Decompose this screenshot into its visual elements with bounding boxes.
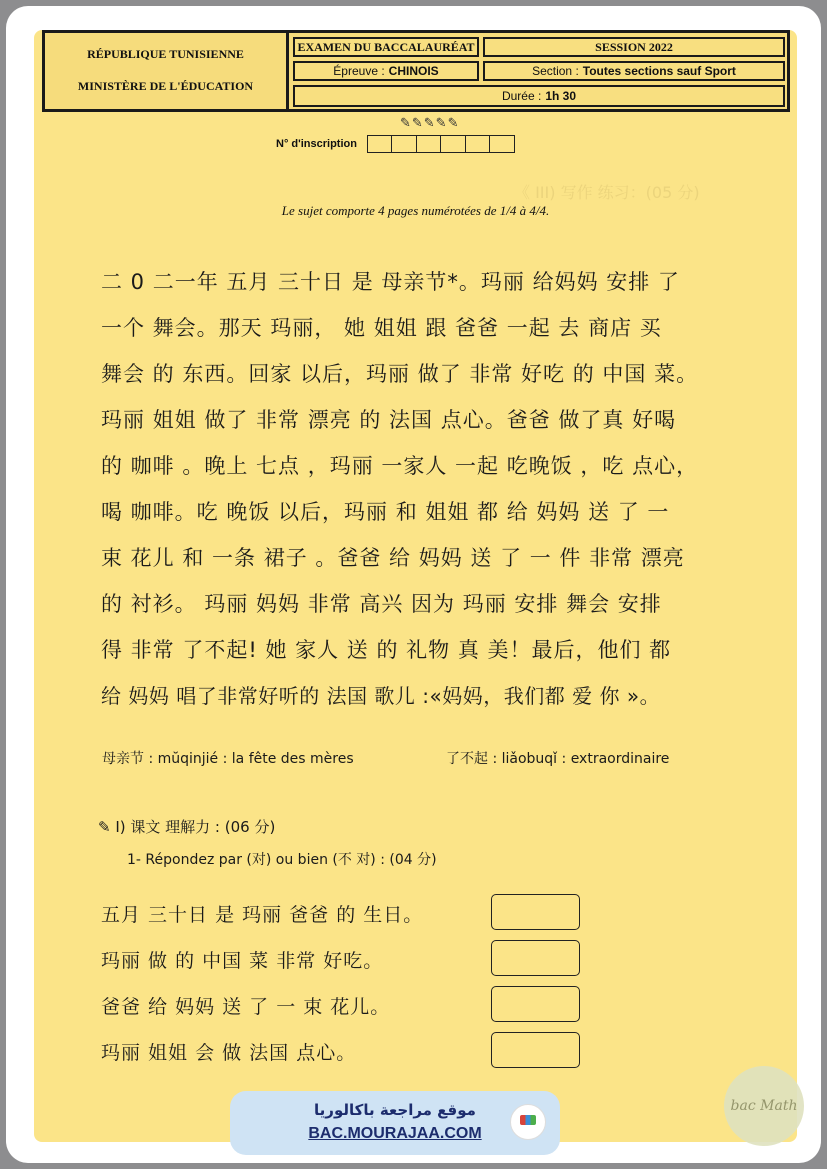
inscription-digit-box[interactable] (489, 135, 515, 153)
text-line: 得 非常 了不起! 她 家人 送 的 礼物 真 美！最后，他们 都 (101, 638, 672, 662)
text-line: 一个 舞会。那天 玛丽， 她 姐姐 跟 爸爸 一起 去 商店 买 (101, 316, 662, 340)
text-line: 舞会 的 东西。回家 以后，玛丽 做了 非常 好吃 的 中国 菜。 (101, 362, 699, 386)
inscription-digit-box[interactable] (416, 135, 442, 153)
duree-value: 1h 30 (545, 89, 577, 103)
question-instruction: 1- Répondez par (对) ou bien (不 对) : (04 分) (127, 852, 437, 868)
ministry-name: MINISTÈRE DE L'ÉDUCATION (77, 79, 254, 93)
exam-header (42, 30, 790, 112)
header-left-block (45, 33, 289, 109)
inscription-digit-box[interactable] (391, 135, 417, 153)
epreuve-label: Épreuve : (333, 64, 385, 78)
glossary-entry: 母亲节 : mŭqinjié : la fête des mères (102, 751, 354, 767)
duree-cell (293, 85, 785, 107)
text-line: 二 0 二一年 五月 三十日 是 母亲节*。玛丽 给妈妈 安排 了 (101, 270, 680, 294)
session-title: SESSION 2022 (483, 37, 785, 57)
question-statement: 五月 三十日 是 玛丽 爸爸 的 生日。 (101, 904, 424, 926)
question-statement: 玛丽 做 的 中国 菜 非常 好吃。 (101, 950, 384, 972)
section-cell (483, 61, 785, 81)
show-through-text: 《 III) 写作 练习：(05 分) (514, 183, 700, 202)
section-label: Section : (532, 64, 579, 78)
duree-label: Durée : (501, 89, 542, 103)
watermark-url[interactable]: BAC.MOURAJAA.COM (308, 1125, 482, 1142)
text-line: 束 花儿 和 一条 裙子 。爸爸 给 妈妈 送 了 一 件 非常 漂亮 (101, 546, 685, 570)
exam-title: EXAMEN DU BACCALAURÉAT (293, 37, 479, 57)
watermark-arabic: موقع مراجعة باكالوريا (314, 1101, 476, 1119)
text-line: 喝 咖啡。吃 晚饭 以后，玛丽 和 姐姐 都 给 妈妈 送 了 一 (101, 500, 670, 524)
inscription-label: N° d'inscription (276, 138, 357, 150)
section-title: ✎ I) 课文 理解力 : (06 分) (98, 818, 276, 836)
inscription-digit-box[interactable] (367, 135, 393, 153)
inscription-digit-box[interactable] (465, 135, 491, 153)
epreuve-value: CHINOIS (388, 64, 439, 78)
right-logo-icon (510, 1104, 546, 1140)
subject-note: Le sujet comporte 4 pages numérotées de 1/4 à 4/4. (281, 203, 550, 218)
bacmath-logo: bac Math (724, 1066, 804, 1146)
section-value: Toutes sections sauf Sport (582, 64, 736, 78)
answer-box[interactable] (491, 986, 580, 1022)
inscription-number-boxes[interactable] (368, 135, 515, 153)
text-line: 玛丽 姐姐 做了 非常 漂亮 的 法国 点心。爸爸 做了真 好喝 (101, 408, 677, 432)
question-statement: 玛丽 姐姐 会 做 法国 点心。 (101, 1042, 357, 1064)
pencil-icon: ✎✎✎✎✎ (400, 116, 460, 131)
text-line: 给 妈妈 唱了非常好听的 法国 歌儿 :«妈妈，我们都 爱 你 »。 (101, 684, 661, 708)
question-statement: 爸爸 给 妈妈 送 了 一 束 花儿。 (101, 996, 391, 1018)
answer-box[interactable] (491, 1032, 580, 1068)
text-line: 的 衬衫。 玛丽 妈妈 非常 高兴 因为 玛丽 安排 舞会 安排 (101, 592, 662, 616)
country-name: RÉPUBLIQUE TUNISIENNE (87, 47, 244, 61)
text-line: 的 咖啡 。晚上 七点 ，玛丽 一家人 一起 吃晚饭 ，吃 点心， (101, 454, 699, 478)
epreuve-cell (293, 61, 479, 81)
glossary-entry: 了不起 : liǎobuqǐ : extraordinaire (446, 751, 670, 767)
inscription-digit-box[interactable] (440, 135, 466, 153)
exam-page (34, 30, 797, 1142)
answer-box[interactable] (491, 894, 580, 930)
answer-box[interactable] (491, 940, 580, 976)
